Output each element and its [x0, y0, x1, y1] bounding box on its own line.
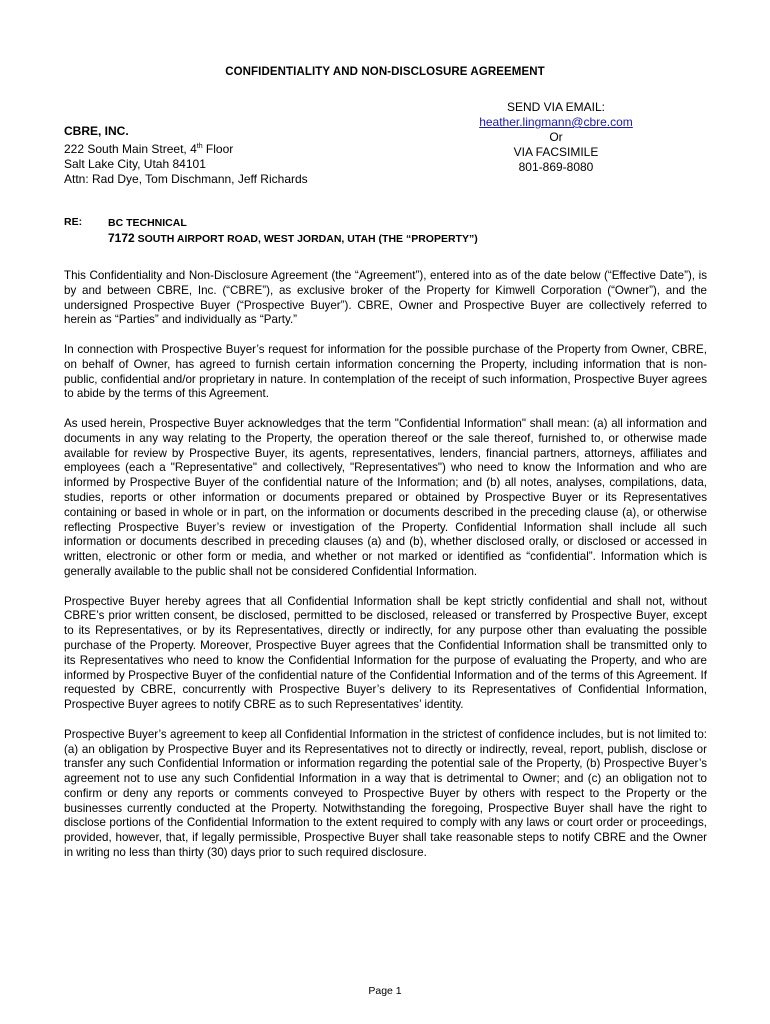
- delivery-block: [466, 100, 646, 175]
- addressee-company: CBRE, INC.: [64, 124, 129, 138]
- addressee-street: 222 South Main Street, 4th Floor: [64, 142, 234, 156]
- fax-number: 801-869-8080: [518, 160, 594, 174]
- re-label: RE:: [64, 216, 83, 228]
- addressee-block: [64, 124, 308, 187]
- addressee-attn: Attn: Rad Dye, Tom Dischmann, Jeff Richards: [64, 172, 308, 186]
- page-number: Page 1: [368, 985, 402, 997]
- paragraph: In connection with Prospective Buyer’s request for information for the possible purchase of the Property from Owner, CBRE, on behalf of Owner, has agreed to furnish certain information concerning the Property, including information that is non-public, confidential and/or proprietary in nature. In contemplation of the receipt of such information, Prospective Buyer agrees to abide by the terms of this Agreement.: [64, 342, 707, 401]
- email-link[interactable]: heather.lingmann@cbre.com: [479, 115, 633, 129]
- facsimile-label: VIA FACSIMILE: [513, 145, 599, 159]
- paragraph: As used herein, Prospective Buyer acknowledges that the term "Confidential Information" shall mean: (a) all information and documents in any way relating to the Property, the operation thereof or the sale thereof, furnished to, or otherwise made available for review by Prospective Buyer, its agents, representatives, lenders, financial partners, attorneys, affiliates and employees (each a "Representative" and collectively, "Representatives") who need to know the Information and who are informed by Prospective Buyer of the confidential nature of the Information; and (b) all notes, analyses, compilations, data, studies, reports or other information or documents prepared or obtained by Prospective Buyer or its Representatives containing or based in whole or in part, on the information or documents described in the preceding clause (a), or otherwise reflecting Prospective Buyer’s review or investigation of the Property. Confidential Information shall include all such information or documents described in preceding clauses (a) and (b), whether disclosed orally, or disclosed or accessed in written, electronic or other form or media, and whether or not marked or identified as “confidential”. Information which is generally available to the public shall not be considered Confidential Information.: [64, 416, 707, 578]
- paragraph: Prospective Buyer’s agreement to keep all Confidential Information in the strictest of confidence includes, but is not limited to: (a) an obligation by Prospective Buyer and its Representatives not to directly or indirectly, reveal, report, publish, disclose or transfer any such Confidential Information or information regarding the potential sale of the Property, (b) Prospective Buyer’s agreement not to use any such Confidential Information in a way that is detrimental to Owner; and (c) an obligation not to confirm or deny any reports or comments conveyed to Prospective Buyer by others with respect to the Property or the businesses currently conducted at the Property. Notwithstanding the foregoing, Prospective Buyer shall have the right to disclose portions of the Confidential Information to the extent required to comply with any laws or court order or proceedings, provided, however, that, if legally permissible, Prospective Buyer shall take reasonable steps to notify CBRE and the Owner in writing no less than thirty (30) days prior to such required disclosure.: [64, 727, 707, 860]
- send-email-label: SEND VIA EMAIL:: [506, 100, 606, 114]
- re-subject: [108, 216, 478, 247]
- document-title: CONFIDENTIALITY AND NON-DISCLOSURE AGREEMENT: [225, 66, 545, 78]
- addressee-city: Salt Lake City, Utah 84101: [64, 157, 206, 171]
- re-line-company: BC TECHNICAL: [108, 217, 187, 229]
- re-line-property: 7172 SOUTH AIRPORT ROAD, WEST JORDAN, UTAH (THE “PROPERTY”): [108, 231, 478, 245]
- or-label: Or: [549, 130, 563, 144]
- agreement-body: [64, 269, 707, 876]
- paragraph: This Confidentiality and Non-Disclosure Agreement (the “Agreement”), entered into as of the date below (“Effective Date”), is by and between CBRE, Inc. (“CBRE”), as exclusive broker of the Property for Kimwell Corporation (“Owner”), and the undersigned Prospective Buyer (“Prospective Buyer”). CBRE, Owner and Prospective Buyer are collectively referred to herein as “Parties” and individually as “Party.”: [64, 269, 707, 327]
- paragraph: Prospective Buyer hereby agrees that all Confidential Information shall be kept strictly confidential and shall not, without CBRE’s prior written consent, be disclosed, permitted to be disclosed, released or transferred by Prospective Buyer, except to its Representatives, or by its Representatives, directly or indirectly, for any purpose other than evaluating the possible purchase of the Property. Moreover, Prospective Buyer agrees that the Confidential Information shall be transmitted only to its Representatives who need to know the Confidential Information for the purpose of evaluating the Property, and who are informed by Prospective Buyer of the confidential nature of the Confidential Information and of the terms of this Agreement. If requested by CBRE, concurrently with Prospective Buyer’s delivery to its Representatives of Confidential Information, Prospective Buyer agrees to notify CBRE as to such Representatives’ identity.: [64, 594, 707, 712]
